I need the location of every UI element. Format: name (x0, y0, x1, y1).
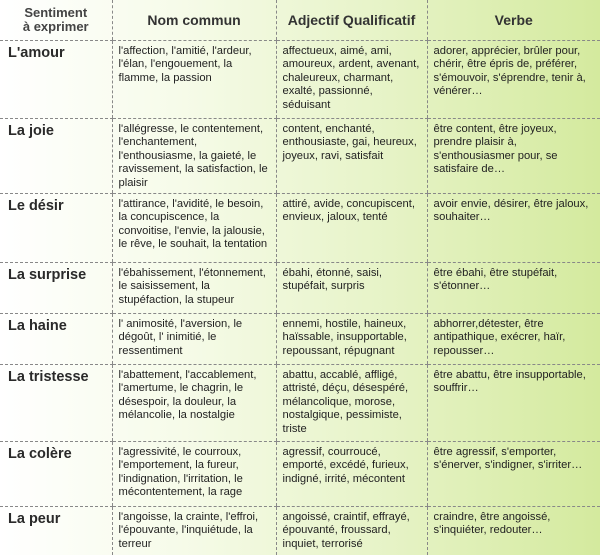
verb-cell: être ébahi, être stupéfait, s'étonner… (427, 263, 600, 314)
noun-cell: l'angoisse, la crainte, l'effroi, l'épouvante, l'inquiétude, la terreur (112, 507, 276, 555)
header-sentiment-line1: Sentiment (24, 5, 88, 20)
header-sentiment-line2: à exprimer (22, 19, 89, 34)
adjective-cell: agressif, courroucé, emporté, excédé, furieux, indigné, irrité, mécontent (276, 442, 427, 507)
noun-cell: l'abattement, l'accablement, l'amertume, le chagrin, le désespoir, la douleur, la mélancolie, la nostalgie (112, 365, 276, 442)
table-row-tristesse (0, 365, 600, 442)
noun-cell: l'agressivité, le courroux, l'emportement, la fureur, l'indignation, l'irritation, le mécontentement, la rage (112, 442, 276, 507)
table-row-joie (0, 119, 600, 194)
feeling-cell: La colère (0, 442, 112, 507)
verb-cell: être content, être joyeux, prendre plaisir à, s'enthousiasmer pour, se satisfaire de… (427, 119, 600, 194)
adjective-cell: abattu, accablé, affligé, attristé, déçu, désespéré, mélancolique, morose, nostalgique, pessimiste, triste (276, 365, 427, 442)
adjective-cell: ennemi, hostile, haineux, haïssable, insupportable, repoussant, répugnant (276, 314, 427, 365)
table-row-desir (0, 194, 600, 263)
adjective-cell: angoissé, craintif, effrayé, épouvanté, froussard, inquiet, terrorisé (276, 507, 427, 555)
verb-cell: abhorrer,détester, être antipathique, exécrer, haïr, repousser… (427, 314, 600, 365)
adjective-cell: content, enchanté, enthousiaste, gai, heureux, joyeux, ravi, satisfait (276, 119, 427, 194)
header-adjective: Adjectif Qualificatif (276, 0, 427, 41)
table-row-peur (0, 507, 600, 555)
noun-cell: l' animosité, l'aversion, le dégoût, l' inimitié, le ressentiment (112, 314, 276, 365)
adjective-cell: ébahi, étonné, saisi, stupéfait, surpris (276, 263, 427, 314)
feeling-cell: La haine (0, 314, 112, 365)
table-row-haine (0, 314, 600, 365)
noun-cell: l'affection, l'amitié, l'ardeur, l'élan, l'engouement, la flamme, la passion (112, 41, 276, 119)
noun-cell: l'allégresse, le contentement, l'enchantement, l'enthousiasme, la gaieté, le ravissement, la satisfaction, le plaisir (112, 119, 276, 194)
noun-cell: l'ébahissement, l'étonnement, le saisissement, la stupéfaction, la stupeur (112, 263, 276, 314)
feeling-cell: Le désir (0, 194, 112, 263)
verb-cell: adorer, apprécier, brûler pour, chérir, être épris de, préférer, s'émouvoir, s'éprendre, tenir à, vénérer… (427, 41, 600, 119)
verb-cell: être agressif, s'emporter, s'énerver, s'indigner, s'irriter… (427, 442, 600, 507)
adjective-cell: affectueux, aimé, ami, amoureux, ardent, avenant, chaleureux, charmant, exalté, passionné, séduisant (276, 41, 427, 119)
verb-cell: être abattu, être insupportable, souffrir… (427, 365, 600, 442)
feeling-cell: La surprise (0, 263, 112, 314)
table-row-colere (0, 442, 600, 507)
feeling-cell: La joie (0, 119, 112, 194)
feeling-cell: La peur (8, 511, 61, 528)
feeling-cell: L'amour (0, 41, 112, 119)
verb-cell: avoir envie, désirer, être jaloux, souhaiter… (427, 194, 600, 263)
verb-cell: craindre, être angoissé, s'inquiéter, redouter… (427, 507, 600, 555)
header-noun: Nom commun (112, 0, 276, 41)
header-verb: Verbe (427, 0, 600, 41)
table-row-surprise (0, 263, 600, 314)
adjective-cell: attiré, avide, concupiscent, envieux, jaloux, tenté (276, 194, 427, 263)
noun-cell: l'attirance, l'avidité, le besoin, la concupiscence, la convoitise, l'envie, la jalousie, le rêve, le souhait, la tentation (112, 194, 276, 263)
header-sentiment (0, 0, 112, 41)
table-row-amour (0, 41, 600, 119)
feeling-cell: La tristesse (0, 365, 112, 442)
header-row (0, 0, 600, 41)
